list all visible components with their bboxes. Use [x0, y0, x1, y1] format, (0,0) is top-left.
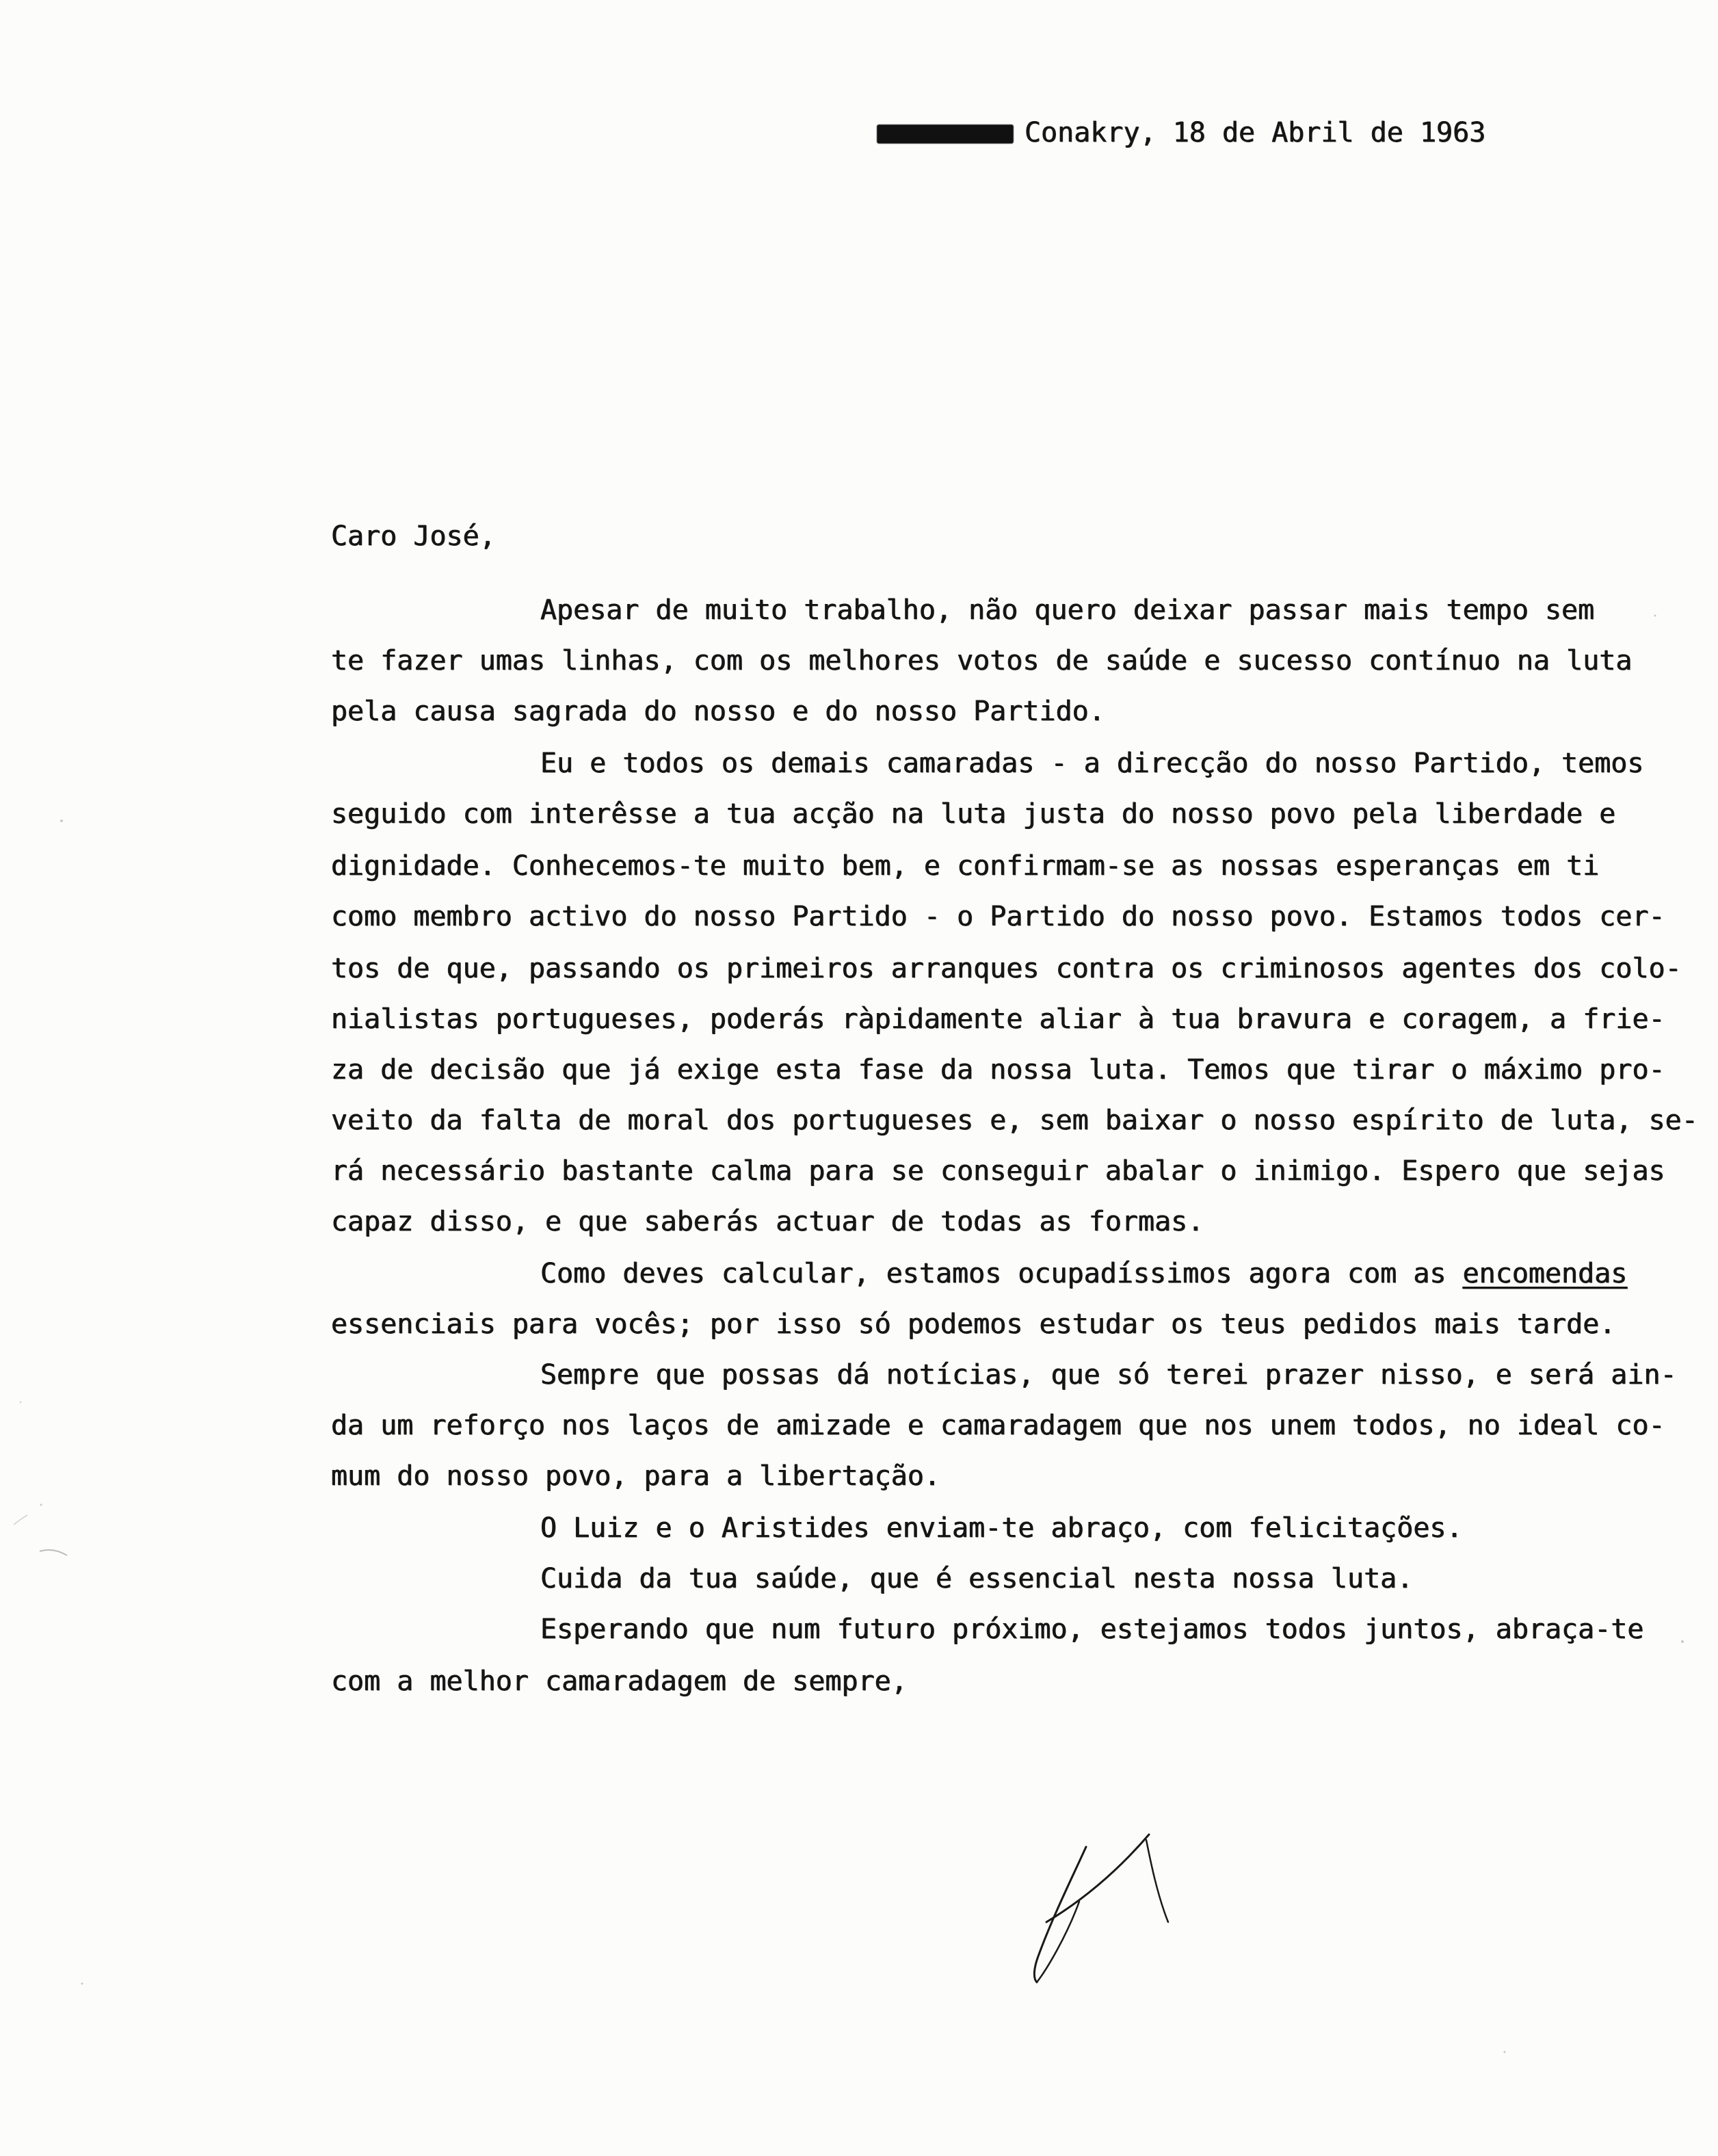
body-line: [540, 1260, 1627, 1287]
body-line: essenciais para vocês; por isso só podemos estudar os teus pedidos mais tarde.: [331, 1309, 1616, 1340]
body-line: seguido com interêsse a tua acção na luta justa do nosso povo pela liberdade e: [331, 798, 1616, 830]
body-line: mum do nosso povo, para a libertação.: [331, 1460, 941, 1492]
handwritten-signature: [1005, 1819, 1183, 1997]
body-line: com a melhor camaradagem de sempre,: [331, 1666, 908, 1697]
body-line: veito da falta de moral dos portugueses e, sem baixar o nosso espírito de luta, se-: [331, 1105, 1698, 1136]
redaction-mark: [877, 124, 1014, 144]
body-line: Eu e todos os demais camaradas - a direcção do nosso Partido, temos: [540, 748, 1644, 779]
body-line: za de decisão que já exige esta fase da nossa luta. Temos que tirar o máximo pro-: [331, 1054, 1665, 1086]
body-line: O Luiz e o Aristides enviam-te abraço, com felicitações.: [540, 1512, 1463, 1544]
body-line: te fazer umas linhas, com os melhores votos de saúde e sucesso contínuo na luta: [331, 645, 1633, 676]
body-line: Sempre que possas dá notícias, que só terei prazer nisso, e será ain-: [540, 1359, 1677, 1391]
body-line: Apesar de muito trabalho, não quero deixar passar mais tempo sem: [540, 594, 1595, 626]
body-line: dignidade. Conhecemos-te muito bem, e confirmam-se as nossas esperanças em ti: [331, 850, 1600, 882]
body-line: nialistas portugueses, poderás ràpidamente aliar à tua bravura e coragem, a frie-: [331, 1003, 1665, 1035]
body-line: Esperando que num futuro próximo, estejamos todos juntos, abraça-te: [540, 1614, 1644, 1645]
underlined-word: encomendas: [1462, 1258, 1628, 1289]
body-line: tos de que, passando os primeiros arranques contra os criminosos agentes dos colo-: [331, 953, 1682, 984]
body-line: capaz disso, e que saberás actuar de todas as formas.: [331, 1206, 1204, 1237]
body-text: Como deves calcular, estamos ocupadíssimos agora com as: [540, 1258, 1463, 1289]
body-line: Cuida da tua saúde, que é essencial nesta nossa luta.: [540, 1563, 1414, 1594]
place-date: Conakry, 18 de Abril de 1963: [1025, 117, 1486, 148]
body-line: como membro activo do nosso Partido - o Partido do nosso povo. Estamos todos cer-: [331, 901, 1665, 932]
body-line: pela causa sagrada do nosso e do nosso Partido.: [331, 696, 1105, 727]
body-line: da um reforço nos laços de amizade e camaradagem que nos unem todos, no ideal co-: [331, 1410, 1665, 1441]
salutation: Caro José,: [331, 521, 496, 552]
body-line: rá necessário bastante calma para se conseguir abalar o inimigo. Espero que sejas: [331, 1155, 1665, 1187]
